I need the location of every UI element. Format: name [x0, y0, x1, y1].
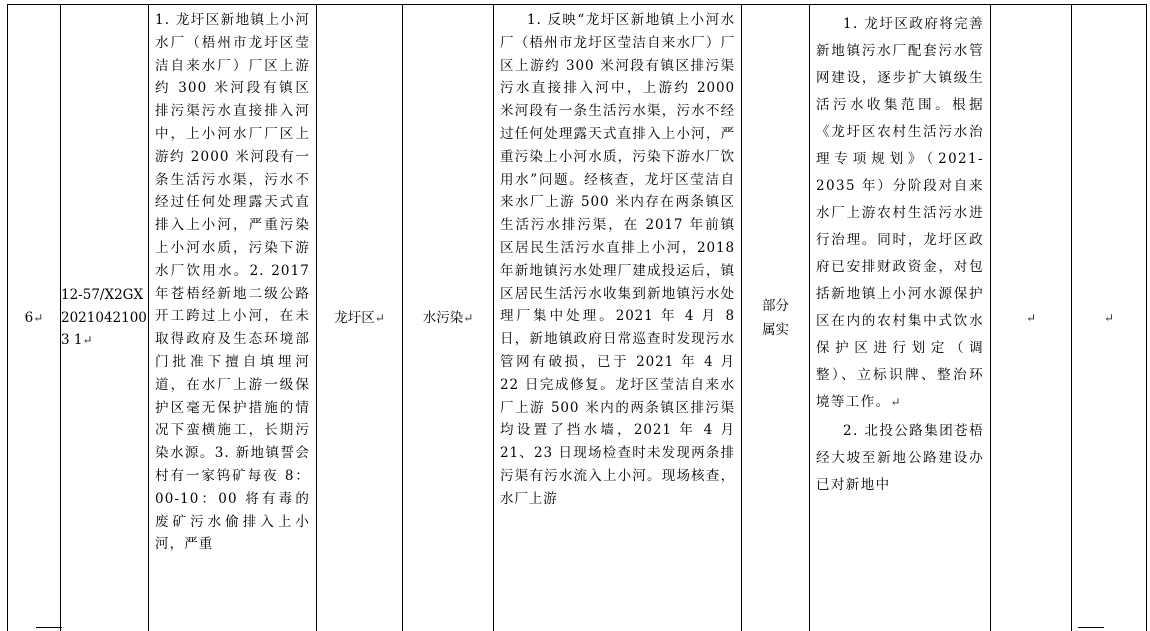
- row-index-cell: [8, 5, 61, 631]
- investigation-result: 1. 反映“龙圩区新地镇上小河水厂（梧州市龙圩区莹洁自来水厂）厂区上游约 300 米河段有镇区排污渠污水直接排入河中，上游约 2000 米河段有一条生活污水渠，污水不经过任何处理露天式直排入上小河，严重污染上小河水质，污染下游水厂饮用水”问题。经核查，龙圩区莹洁自来水厂上游 500 米内存在两条镇区生活污水排污渠，在 2017 年前镇区居民生活污水直排上小河，2018 年新地镇污水处理厂建成投运后，镇区居民生活污水收集到新地镇污水处理厂集中处理。2021 年 4 月 8 日，新地镇政府日常巡查时发现污水管网有破损，已于 2021 年 4 月 22 日完成修复。龙圩区莹洁自来水厂上游 500 米内的两条镇区排污渠均设置了挡水墙，2021 年 4 月 21、23 日现场检查时未发现两条排污渠有污水流入上小河。现场核查，水厂上游: [500, 12, 735, 507]
- complaint-table: [7, 4, 1147, 631]
- paragraph-mark: ↵: [890, 395, 902, 409]
- measure-item-1: [816, 11, 984, 416]
- pollution-type: 水污染: [422, 309, 464, 326]
- paragraph-mark: ↵: [463, 310, 474, 325]
- complaint-description: 1. 龙圩区新地镇上小河水厂（梧州市龙圩区莹洁自来水厂）厂区上游约 300 米河段有镇区排污渠污水直接排入河中，上小河水厂厂区上游约 2000 米河段有一条生活污水渠，污水不经过任何处理露天式直排入上小河，严重污染上小河水质，污染下游水厂饮用水。2. 2017 年苍梧经新地二级公路开工跨过上小河，在未取得政府及生态环境部门批准下擅自填埋河道，在水厂上游一级保护区毫无保护措施的情况下蛮横施工，长期污染水源。3. 新地镇誓会村有一家钨矿每夜 8：00-10：00 将有毒的废矿污水偷排入上小河，严重: [155, 12, 310, 553]
- verdict-cell: [742, 5, 810, 631]
- pollution-type-cell: [403, 5, 494, 631]
- paragraph-mark: ↵: [1025, 310, 1037, 325]
- measure-item-1-text: 1. 龙圩区政府将完善新地镇污水厂配套污水管网建设，逐步扩大镇级生活污水收集范围。根据《龙圩区农村生活污水治理专项规划》（2021-2035 年）分阶段对自来水厂上游农村生活污水进行治理。同时，龙圩区政府已安排财政资金，对包括新地镇上小河水源保护区在内的农村集中式饮水保护区进行划定（调整）、立标识牌、整治环境等工作。: [816, 16, 984, 410]
- paragraph-mark: ↵: [374, 310, 385, 325]
- case-code-cell: [61, 5, 149, 631]
- table-row: [8, 5, 1147, 631]
- paragraph-mark: ↵: [33, 310, 44, 325]
- empty-cell-2: [1072, 5, 1147, 631]
- page-guide-line: [1078, 627, 1104, 628]
- paragraph-mark: ↵: [1103, 310, 1115, 325]
- paragraph-mark: ↵: [82, 333, 93, 348]
- row-index: 6: [24, 309, 34, 326]
- page-guide-line: [36, 627, 62, 628]
- investigation-result-cell: [494, 5, 742, 631]
- empty-cell-1: [991, 5, 1072, 631]
- case-code: 12-57/X2GX20210421003 1: [61, 286, 147, 349]
- verdict: 部分属实: [762, 298, 789, 338]
- measure-item-2: 2. 北投公路集团苍梧经大坡至新地公路建设办已对新地中: [816, 423, 984, 493]
- rectification-measures-cell: [810, 5, 991, 631]
- district: 龙圩区: [334, 309, 375, 326]
- complaint-description-cell: [149, 5, 317, 631]
- district-cell: [317, 5, 403, 631]
